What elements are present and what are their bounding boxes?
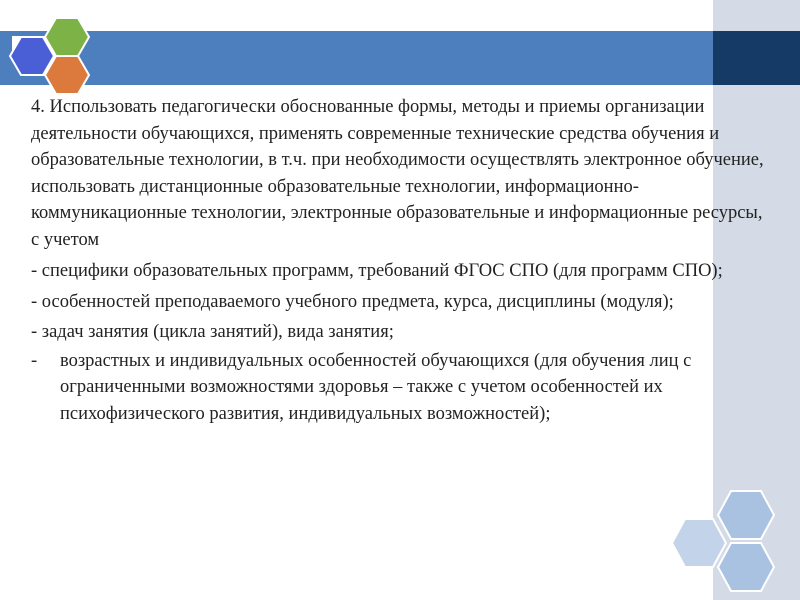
hex-orange — [45, 56, 89, 94]
list-item: - задач занятия (цикла занятий), вида занятия; — [31, 322, 394, 342]
intro-paragraph: 4. Использовать педагогически обоснованные формы, методы и приемы организации деятельности обучающихся, применять современные технические средства обучения и образовательные технологии, в т.ч. при необходимости осуществлять электронное обучение, использовать дистанционные образовательные технологии, информационно-коммуникационные технологии, электронные образовательные и информационные ресурсы, с учетом — [31, 97, 764, 250]
header-band-dark-block — [713, 31, 800, 85]
bullet-item — [31, 348, 764, 428]
hexagon-logo-decoration — [0, 0, 100, 100]
bullet-text: возрастных и индивидуальных особенностей обучающихся (для обучения лиц с ограниченными возможностями здоровья – также с учетом особенностей их психофизического развития, индивидуальных возможностей); — [60, 350, 692, 424]
hex-light-2 — [672, 519, 726, 567]
hex-light-1 — [718, 491, 774, 539]
slide-body — [31, 94, 764, 427]
list-item: - особенностей преподаваемого учебного предмета, курса, дисциплины (модуля); — [31, 291, 674, 312]
hex-green — [45, 18, 89, 56]
hex-light-3 — [718, 543, 774, 591]
header-band — [0, 31, 800, 85]
list-item: - специфики образовательных программ, требований ФГОС СПО (для программ СПО); — [31, 261, 723, 281]
bottom-hexagon-decoration — [660, 485, 800, 600]
bullet-marker: - — [31, 350, 38, 371]
